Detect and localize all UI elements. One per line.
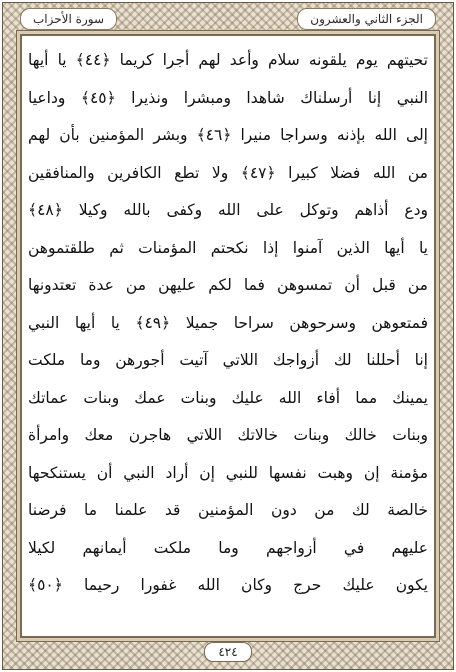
text-line: خالصة لك من دون المؤمنين قد علمنا ما فرضنا (28, 501, 428, 519)
quran-text (28, 42, 428, 605)
page-number: ٤٢٤ (204, 642, 252, 662)
text-line: إلى الله بإذنه وسراجا منيرا ﴿٤٦﴾ وبشر المؤمنين بأن لهم (28, 126, 428, 144)
juz-title: الجزء الثاني والعشرون (297, 8, 436, 30)
text-line: وبنات خالك وبنات خالاتك اللاتي هاجرن معك وامرأة (28, 426, 428, 444)
text-line: فمتعوهن وسرحوهن سراحا جميلا ﴿٤٩﴾ يا أيها النبي (28, 313, 428, 332)
text-line: يمينك مما أفاء الله عليك وبنات عمك وبنات عماتك (28, 388, 428, 407)
text-line: مؤمنة إن وهبت نفسها للنبي إن أراد النبي أن يستنكحها (28, 463, 428, 482)
page-header (20, 6, 436, 32)
text-line: يا أيها الذين آمنوا إذا نكحتم المؤمنات ثم طلقتموهن (28, 238, 428, 257)
surah-title: سورة الأحزاب (20, 8, 117, 30)
text-line: إنا أحللنا لك أزواجك اللاتي آتيت أجورهن وما ملكت (28, 351, 428, 369)
text-line: من قبل أن تمسوهن فما لكم عليهن من عدة تعتدونها (28, 276, 428, 294)
text-line: ودع أذاهم وتوكل على الله وكفى بالله وكيلا ﴿٤٨﴾ (28, 201, 428, 219)
text-line: من الله فضلا كبيرا ﴿٤٧﴾ ولا تطع الكافرين والمنافقين (28, 163, 428, 182)
text-line: تحيتهم يوم يلقونه سلام وأعد لهم أجرا كريما ﴿٤٤﴾ يا أيها (28, 51, 428, 69)
page-footer (0, 640, 456, 664)
text-line: عليهم في أزواجهم وما ملكت أيمانهم لكيلا (28, 538, 428, 557)
text-line: يكون عليك حرج وكان الله غفورا رحيما ﴿٥٠﴾ (28, 576, 428, 594)
text-line: النبي إنا أرسلناك شاهدا ومبشرا ونذيرا ﴿٤٥﴾ وداعيا (28, 88, 428, 107)
